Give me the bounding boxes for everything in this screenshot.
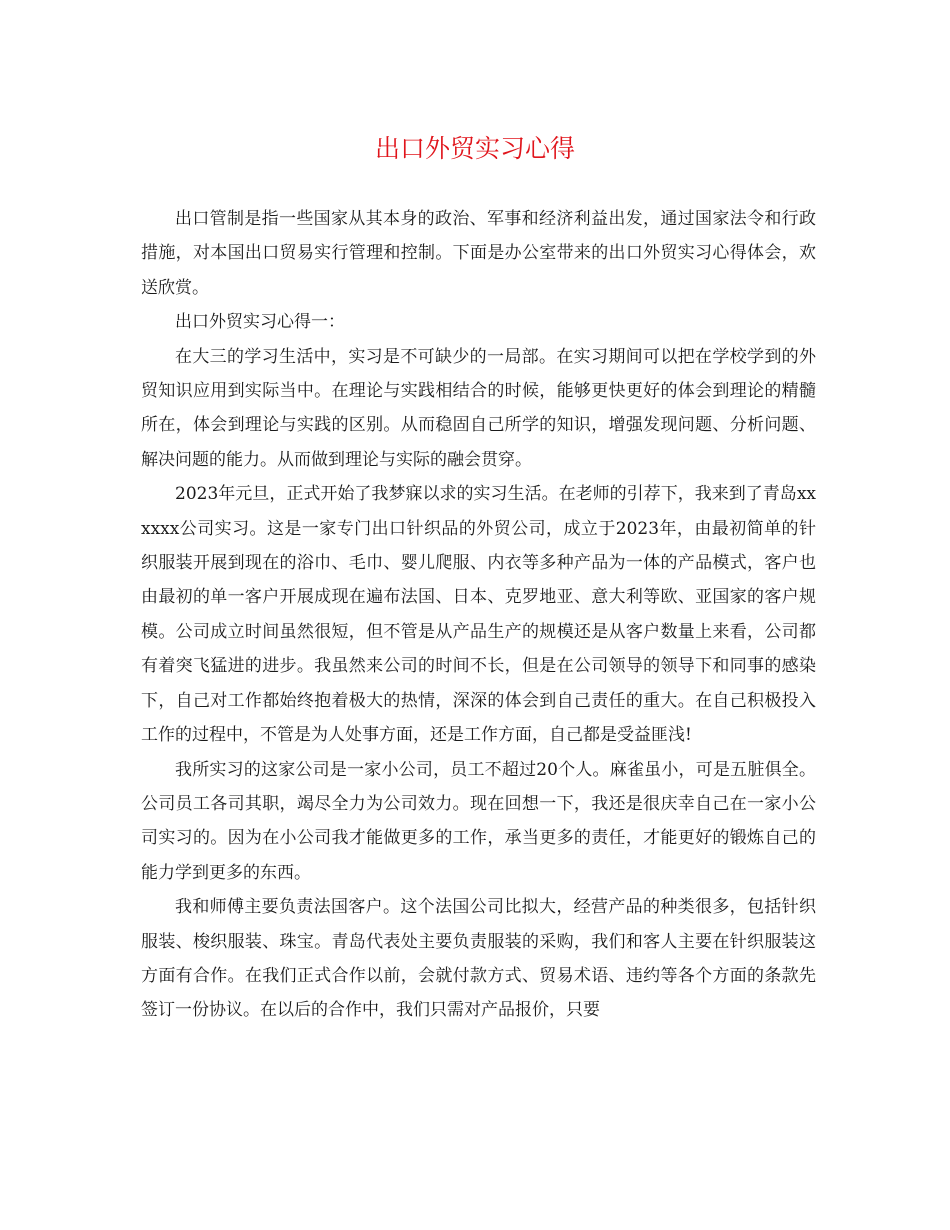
body-paragraph: 我和师傅主要负责法国客户。这个法国公司比拟大，经营产品的种类很多，包括针织服装、梭织服装、珠宝。青岛代表处主要负责服装的采购，我们和客人主要在针织服装这方面有合作。在我们正式合作以前，会就付款方式、贸易术语、违约等各个方面的条款先签订一份协议。在以后的合作中，我们只需对产品报价，只要 bbox=[141, 897, 816, 1021]
document-title: 出口外贸实习心得 bbox=[374, 134, 575, 163]
intro-paragraph: 出口管制是指一些国家从其本身的政治、军事和经济利益出发，通过国家法令和行政措施，对本国出口贸易实行管理和控制。下面是办公室带来的出口外贸实习心得体会，欢送欣赏。 bbox=[141, 209, 816, 298]
body-paragraph: 我所实习的这家公司是一家小公司，员工不超过20个人。麻雀虽小，可是五脏俱全。公司员工各司其职，竭尽全力为公司效力。现在回想一下，我还是很庆幸自己在一家小公司实习的。因为在小公司我才能做更多的工作，承当更多的责任，才能更好的锻炼自己的能力学到更多的东西。 bbox=[141, 759, 816, 883]
body-paragraph: 在大三的学习生活中，实习是不可缺少的一局部。在实习期间可以把在学校学到的外贸知识应用到实际当中。在理论与实践相结合的时候，能够更快更好的体会到理论的精髓所在，体会到理论与实践的区别。从而稳固自己所学的知识，增强发现问题、分析问题、解决问题的能力。从而做到理论与实际的融会贯穿。 bbox=[141, 346, 816, 470]
body-paragraph: 2023年元旦，正式开始了我梦寐以求的实习生活。在老师的引荐下，我来到了青岛xxxxxx公司实习。这是一家专门出口针织品的外贸公司，成立于2023年，由最初简单的针织服装开展到现在的浴巾、毛巾、婴儿爬服、内衣等多种产品为一体的产品模式，客户也由最初的单一客户开展成现在遍布法国、日本、克罗地亚、意大利等欧、亚国家的客户规模。公司成立时间虽然很短，但不管是从产品生产的规模还是从客户数量上来看，公司都有着突飞猛进的进步。我虽然来公司的时间不长，但是在公司领导的领导下和同事的感染下，自己对工作都始终抱着极大的热情，深深的体会到自己责任的重大。在自己积极投入工作的过程中，不管是为人处事方面，还是工作方面，自己都是受益匪浅! bbox=[141, 484, 816, 746]
section-heading: 出口外贸实习心得一： bbox=[175, 312, 345, 333]
document-body bbox=[141, 202, 816, 1028]
